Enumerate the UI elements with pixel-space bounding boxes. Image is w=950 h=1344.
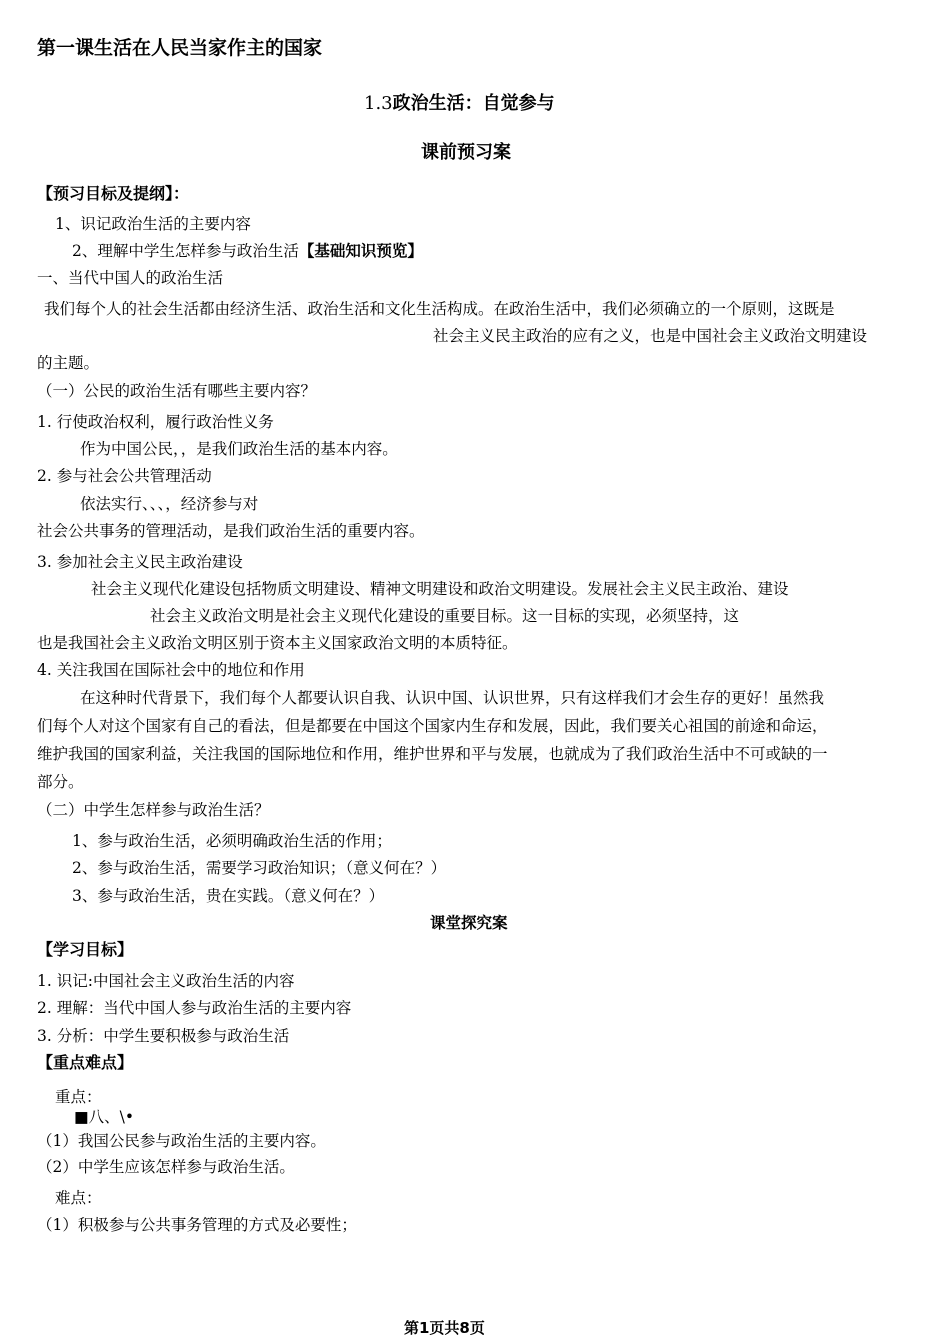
- item-3-body-3: 也是我国社会主义政治文明区别于资本主义国家政治文明的本质特征。: [37, 634, 518, 652]
- part2-title: 课堂探究案: [430, 914, 508, 932]
- learning-goal-2: 2. 理解：当代中国人参与政治生活的主要内容: [37, 999, 352, 1017]
- learning-goal-3: 3. 分析：中学生要积极参与政治生活: [37, 1027, 290, 1045]
- item-4-body-1: 在这种时代背景下，我们每个人都要认识自我、认识中国、认识世界，只有这样我们才会生存的更好！虽然我: [80, 689, 825, 707]
- item-3-body-1: 社会主义现代化建设包括物质文明建设、精神文明建设和政治文明建设。发展社会主义民主政治、建设: [91, 580, 789, 598]
- intro-line-1: 我们每个人的社会生活都由经济生活、政治生活和文化生活构成。在政治生活中，我们必须确立的一个原则，这既是: [44, 300, 835, 318]
- preview-goal-2: [72, 241, 423, 261]
- question-1: （一）公民的政治生活有哪些主要内容？: [37, 382, 317, 400]
- item-1: 1. 行使政治权利，履行政治性义务: [37, 413, 274, 431]
- key-points-heading: 【重点难点】: [37, 1053, 134, 1072]
- preview-goal-2-text: 2、理解中学生怎样参与政治生活: [72, 242, 299, 260]
- learning-goal-1: 1. 识记:中国社会主义政治生活的内容: [37, 972, 295, 990]
- preview-heading: 【预习目标及提纲】：: [37, 184, 190, 203]
- item-3-body-2: 社会主义政治文明是社会主义现代化建设的重要目标。这一目标的实现，必须坚持，这: [150, 607, 740, 625]
- section-title: 政治生活：自觉参与: [392, 93, 555, 114]
- item-4-body-2: 们每个人对这个国家有自己的看法，但是都要在中国这个国家内生存和发展，因此，我们要关心祖国的前途和命运，: [37, 717, 828, 735]
- section-number: 1.3: [364, 93, 393, 114]
- item-3: 3. 参加社会主义民主政治建设: [37, 553, 243, 571]
- key-glyph: ■八、\•: [74, 1108, 135, 1126]
- item-4-body-4: 部分。: [37, 773, 84, 791]
- key-point-2: （2）中学生应该怎样参与政治生活。: [37, 1158, 295, 1176]
- preview-goal-1: 1、识记政治生活的主要内容: [55, 215, 251, 233]
- intro-line-3: 的主题。: [37, 354, 100, 372]
- section-heading: [364, 92, 555, 116]
- intro-line-2: 社会主义民主政治的应有之义，也是中国社会主义政治文明建设: [433, 327, 868, 345]
- key-label: 重点：: [55, 1088, 102, 1106]
- item-2-body-2: 社会公共事务的管理活动，是我们政治生活的重要内容。: [37, 522, 425, 540]
- question-2: （二）中学生怎样参与政治生活？: [37, 801, 270, 819]
- item-2-body-1: 依法实行、、、，经济参与对: [80, 495, 259, 513]
- page-footer: 第1页共8页: [404, 1319, 485, 1337]
- question-2-answer-1: 1、参与政治生活，必须明确政治生活的作用；: [72, 832, 392, 850]
- item-1-body: 作为中国公民，，是我们政治生活的基本内容。: [80, 440, 398, 458]
- learning-goals-heading: 【学习目标】: [37, 940, 134, 959]
- lesson-title: 第一课生活在人民当家作主的国家: [37, 37, 323, 59]
- item-4-body-3: 维护我国的国家利益，关注我国的国际地位和作用，维护世界和平与发展，也就成为了我们政治生活中不可或缺的一: [37, 745, 828, 763]
- difficulty-point-1: （1）积极参与公共事务管理的方式及必要性；: [37, 1216, 357, 1234]
- item-2: 2. 参与社会公共管理活动: [37, 467, 212, 485]
- question-2-answer-2: 2、参与政治生活，需要学习政治知识；（意义何在？）: [72, 859, 447, 877]
- difficulty-label: 难点：: [55, 1189, 102, 1207]
- part1-title: 课前预习案: [421, 142, 511, 163]
- key-point-1: （1）我国公民参与政治生活的主要内容。: [37, 1132, 326, 1150]
- item-4: 4. 关注我国在国际社会中的地位和作用: [37, 661, 305, 679]
- question-2-answer-3: 3、参与政治生活，贵在实践。（意义何在？）: [72, 887, 385, 905]
- section-1-heading: 一、当代中国人的政治生活: [37, 269, 224, 287]
- basic-knowledge-heading: 【基础知识预览】: [298, 242, 423, 260]
